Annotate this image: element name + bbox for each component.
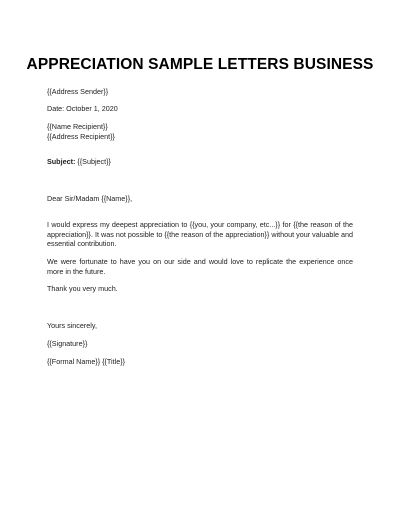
- signature: {{Signature}}: [47, 339, 88, 348]
- sender-address: {{Address Sender}}: [47, 87, 109, 96]
- closing: Yours sincerely,: [47, 321, 97, 330]
- subject-label: Subject:: [47, 157, 76, 166]
- document-title: APPRECIATION SAMPLE LETTERS BUSINESS: [26, 56, 374, 73]
- formal-name-title: {{Formal Name}} {{Title}}: [47, 357, 126, 366]
- letter-date: Date: October 1, 2020: [47, 104, 118, 113]
- body-paragraph-1: I would express my deepest appreciation to {{you, your company, etc...}} for {{the reason of the appreciation}}. It was not possible to {{the reason of the appreciation}} without your valuable and essential contribution.: [47, 220, 353, 249]
- body-paragraph-3: Thank you very much.: [47, 284, 118, 293]
- recipient-address: {{Address Recipient}}: [47, 132, 115, 141]
- salutation: Dear Sir/Madam {{Name}},: [47, 194, 133, 203]
- recipient-name: {{Name Recipient}}: [47, 122, 108, 131]
- body-paragraph-2: We were fortunate to have you on our side and would love to replicate the experience once more in the future.: [47, 257, 353, 276]
- subject-line: [47, 157, 111, 166]
- subject-value: {{Subject}}: [75, 157, 111, 166]
